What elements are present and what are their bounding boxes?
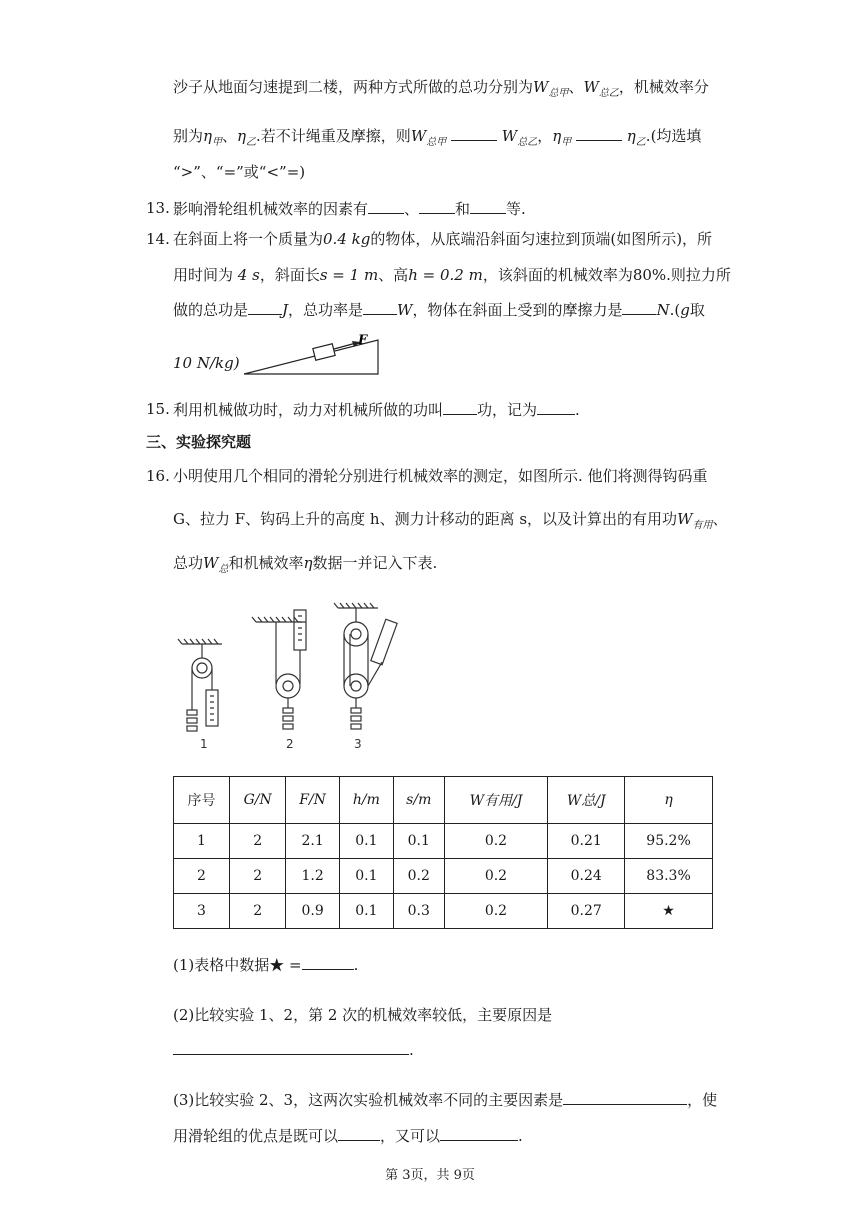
q14-text: ，物体在斜面上受到的摩擦力是 (412, 301, 623, 319)
table-cell: 2 (230, 824, 286, 859)
table-cell: 0.3 (393, 894, 444, 929)
q13-text: 等. (506, 200, 526, 218)
table-cell: 2 (230, 894, 286, 929)
separator: 、 (568, 78, 584, 96)
q16-sub3-line2 (173, 1124, 523, 1147)
table-header-cell: η (625, 777, 713, 824)
table-cell: 0.2 (444, 859, 548, 894)
table-cell: 0.21 (548, 824, 625, 859)
fixed-pulley (192, 658, 212, 678)
w-sub: 总乙 (598, 88, 619, 99)
answer-blank[interactable] (173, 1038, 409, 1055)
eta-symbol: η (303, 554, 313, 572)
q14-text: 做的总功是 (173, 301, 249, 319)
question-number: 16. (146, 467, 170, 485)
table-cell: 0.1 (339, 859, 393, 894)
figure-label: 1 (200, 737, 208, 751)
answer-blank[interactable] (563, 1088, 687, 1105)
w-symbol: W (533, 78, 549, 96)
q15-text: 功，记为 (477, 401, 538, 419)
table-cell: 2 (230, 859, 286, 894)
pulley-figure (170, 600, 410, 760)
q13-text: 影响滑轮组机械效率的因素有 (173, 200, 369, 218)
answer-blank[interactable] (622, 298, 656, 315)
question-number: 15. (146, 400, 170, 418)
q12-text: .(均选填 (645, 127, 702, 145)
eta-sub: 甲 (212, 137, 223, 148)
answer-blank[interactable] (451, 124, 497, 141)
table-cell: 1.2 (286, 859, 339, 894)
w-sub: 总 (218, 564, 229, 575)
q16-text: 数据一并记入下表. (312, 554, 438, 572)
figure-label: 2 (286, 737, 294, 751)
q15-line (173, 398, 580, 421)
unit: N (656, 301, 670, 319)
table-row (174, 859, 713, 894)
q14-text: 取 (689, 301, 705, 319)
q12-text: “>”、“=”或“<”=) (173, 163, 306, 181)
q12-text: .若不计绳重及摩擦，则 (256, 127, 411, 145)
movable-pulley (276, 674, 300, 698)
q16-text: 用滑轮组的优点是既可以 (173, 1127, 339, 1145)
q12-text: ，机械效率分 (618, 78, 709, 96)
table-header-cell: F/N (286, 777, 339, 824)
answer-blank[interactable] (338, 1124, 380, 1141)
w-symbol: W (583, 78, 599, 96)
q16-text: ，使 (687, 1091, 718, 1109)
table-cell-star: ★ (625, 894, 713, 929)
q12-line-1 (173, 76, 709, 105)
q16-text: 总功 (173, 554, 204, 572)
q15-text: 利用机械做功时，动力对机械所做的功叫 (173, 401, 444, 419)
table-cell: 0.9 (286, 894, 339, 929)
table-cell: 0.1 (393, 824, 444, 859)
star-symbol: ★ (269, 956, 285, 974)
answer-blank[interactable] (248, 298, 282, 315)
q14-text: ，斜面长 (259, 266, 320, 284)
w-symbol: W (410, 127, 427, 145)
eta-symbol: η (237, 127, 247, 145)
eta-symbol: η (203, 127, 213, 145)
table-header-cell: W总/J (548, 777, 625, 824)
hook-weight (187, 710, 197, 715)
q14-text: ，该斜面的机械效率为80%.则拉力所 (482, 266, 731, 284)
q16-text: ，又可以 (380, 1127, 441, 1145)
q14-line-2 (173, 264, 731, 286)
q14-text: 10 N/kg) (173, 354, 240, 372)
table-header-cell: G/N (230, 777, 286, 824)
q12-text: 别为 (173, 127, 204, 145)
unit: W (397, 301, 413, 319)
q16-sub1 (173, 953, 358, 976)
q16-text: G、拉力 F、钩码上升的高度 h、测力计移动的距离 s，以及计算出的有用功 (173, 510, 678, 528)
answer-blank[interactable] (363, 298, 397, 315)
table-cell: 2 (174, 859, 230, 894)
figure-label: 3 (354, 737, 362, 751)
mass-value: 0.4 kg (323, 230, 371, 248)
spring-scale (371, 619, 397, 664)
q15-text: . (575, 401, 580, 419)
g-symbol: g (680, 301, 690, 319)
q16-text: . (518, 1127, 523, 1145)
data-table (173, 776, 713, 929)
q12-line-3 (173, 161, 305, 183)
table-row (174, 824, 713, 859)
q16-text: 、 (712, 510, 728, 528)
q14-text: 用时间为 (173, 266, 234, 284)
hook-weight (283, 708, 293, 713)
q14-text: 在斜面上将一个质量为 (173, 230, 324, 248)
hook-weight (351, 708, 361, 713)
eta-sub: 乙 (635, 137, 646, 148)
height-value: h = 0.2 m (408, 266, 483, 284)
q16-text: (1)表格中数据 (173, 956, 270, 974)
q16-line-2 (173, 508, 728, 537)
w-symbol: W (203, 554, 219, 572)
answer-blank[interactable] (470, 197, 506, 214)
w-sub: 总甲 (426, 137, 447, 148)
answer-blank[interactable] (302, 953, 354, 970)
w-sub: 总乙 (517, 137, 538, 148)
table-header-row (174, 777, 713, 824)
q16-text: 和机械效率 (228, 554, 304, 572)
q16-text: . (353, 956, 359, 974)
table-cell: 0.24 (548, 859, 625, 894)
incline-figure (240, 334, 385, 378)
q12-line-2 (173, 124, 701, 154)
answer-blank[interactable] (443, 398, 477, 415)
q16-line-1 (173, 465, 708, 487)
table-cell: 95.2% (625, 824, 713, 859)
time-value: 4 s (237, 266, 260, 284)
table-cell: 0.2 (444, 824, 548, 859)
q16-text: . (409, 1041, 414, 1059)
q14-text: 的物体，从底端沿斜面匀速拉到顶端(如图所示)，所 (370, 230, 713, 248)
movable-pulley (344, 674, 368, 698)
q16-sub2 (173, 1004, 552, 1026)
w-symbol: W (501, 127, 518, 145)
q16-sub3 (173, 1088, 717, 1111)
answer-blank[interactable] (368, 197, 404, 214)
q14-line-1 (173, 228, 712, 250)
q16-text: (3)比较实验 2、3，这两次实验机械效率不同的主要因素是 (173, 1091, 564, 1109)
w-symbol: W (677, 510, 693, 528)
q14-text: ，总功率是 (288, 301, 364, 319)
section-heading: 三、实验探究题 (146, 433, 252, 451)
separator: 和 (455, 200, 471, 218)
separator: 、 (222, 127, 238, 145)
eta-sub: 乙 (246, 137, 257, 148)
eta-symbol: η (626, 127, 636, 145)
table-header-cell: h/m (339, 777, 393, 824)
answer-blank[interactable] (537, 398, 575, 415)
fixed-pulley (344, 622, 368, 646)
length-value: s = 1 m (319, 266, 379, 284)
q16-text: (2)比较实验 1、2，第 2 次的机械效率较低，主要原因是 (173, 1006, 553, 1024)
table-cell: 0.2 (444, 894, 548, 929)
table-cell: 0.1 (339, 894, 393, 929)
table-cell: 2.1 (286, 824, 339, 859)
q14-text: 、高 (378, 266, 409, 284)
block (313, 344, 335, 360)
eta-symbol: η (552, 127, 562, 145)
w-sub: 有用 (692, 520, 713, 531)
q14-line-3 (173, 298, 705, 321)
separator: ， (537, 127, 553, 145)
page-footer: 第 3页，共 9页 (385, 1168, 475, 1183)
separator: 、 (404, 200, 420, 218)
q13-line (173, 197, 526, 220)
table-cell: 0.27 (548, 894, 625, 929)
q14-line-4 (173, 352, 240, 374)
q16-sub2-answer (173, 1038, 414, 1061)
table-header-cell: s/m (393, 777, 444, 824)
unit: J (282, 301, 289, 319)
force-label: F (358, 334, 368, 348)
table-cell: 83.3% (625, 859, 713, 894)
table-header-cell: 序号 (174, 777, 230, 824)
table-header-cell: W有用/J (444, 777, 548, 824)
answer-blank[interactable] (576, 124, 622, 141)
q16-text: = (284, 956, 302, 974)
q14-text: .( (669, 301, 681, 319)
eta-sub: 甲 (561, 137, 572, 148)
q16-text: 小明使用几个相同的滑轮分别进行机械效率的测定，如图所示. 他们将测得钩码重 (173, 467, 708, 485)
table-cell: 0.1 (339, 824, 393, 859)
table-cell: 1 (174, 824, 230, 859)
q16-line-3 (173, 552, 437, 581)
answer-blank[interactable] (440, 1124, 518, 1141)
question-number: 13. (146, 199, 170, 217)
table-row (174, 894, 713, 929)
question-number: 14. (146, 230, 170, 248)
table-cell: 3 (174, 894, 230, 929)
answer-blank[interactable] (419, 197, 455, 214)
q12-text: 沙子从地面匀速提到二楼，两种方式所做的总功分别为 (173, 78, 534, 96)
w-sub: 总甲 (548, 88, 569, 99)
table-cell: 0.2 (393, 859, 444, 894)
